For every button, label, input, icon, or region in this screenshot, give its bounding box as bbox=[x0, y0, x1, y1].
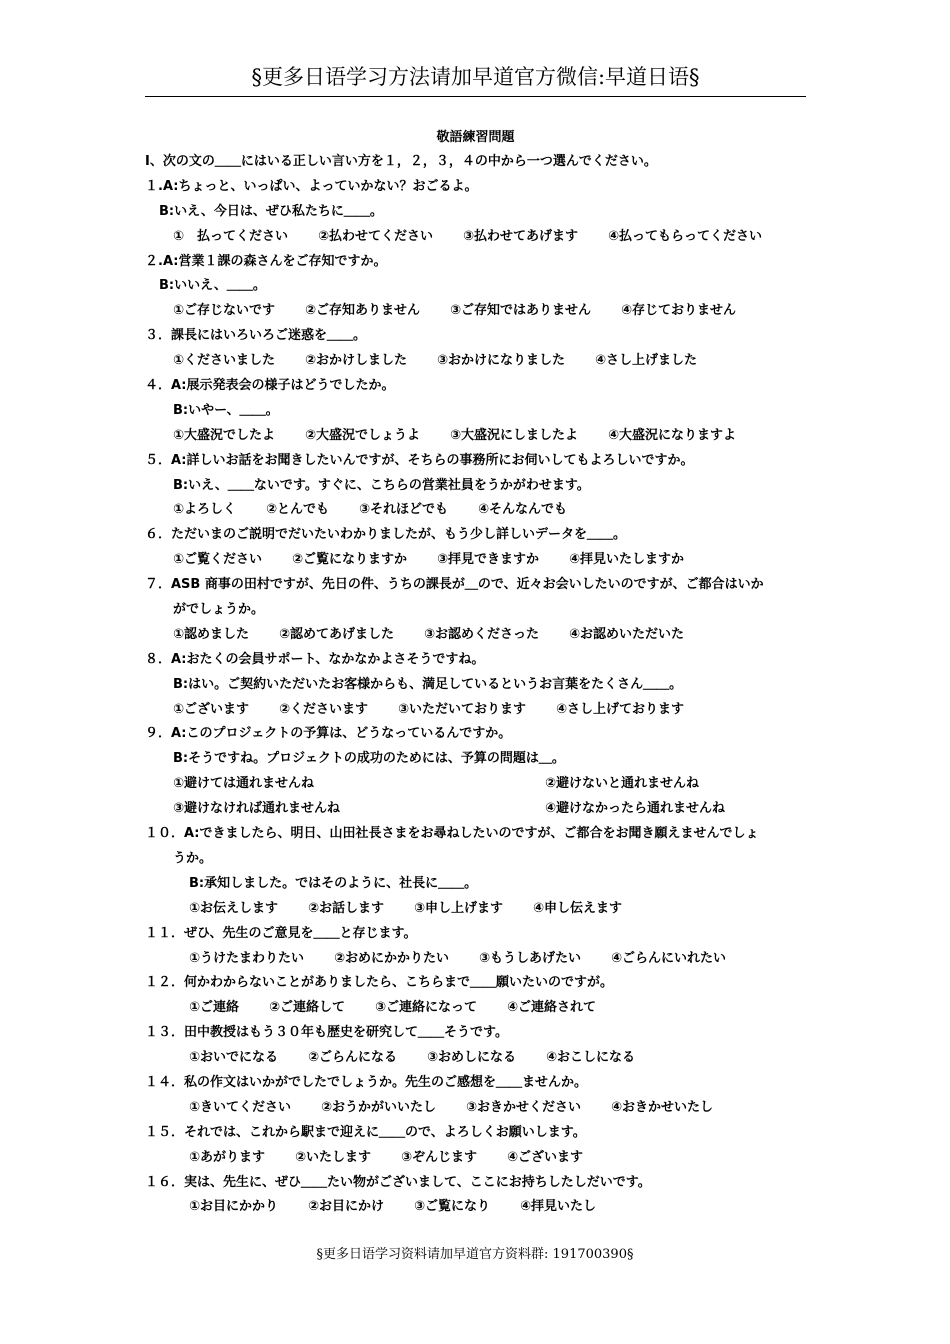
instruction: Ⅰ、次の文の＿＿にはいる正しい言い方を１，２，３，４の中から一つ選んでください。 bbox=[145, 154, 657, 169]
option: ④存じておりません bbox=[621, 303, 737, 319]
option: ④おこしになる bbox=[546, 1050, 636, 1066]
option: ④避けなかったら通れませんね bbox=[545, 801, 726, 817]
option: ②ご存知ありません bbox=[305, 303, 421, 319]
option: ②ごらんになる bbox=[308, 1050, 398, 1066]
question-11-a: １１．ぜひ、先生のご意見を＿＿と存じます。 bbox=[145, 925, 417, 941]
option: ②お話します bbox=[308, 900, 385, 916]
option: ④払ってもらってください bbox=[608, 228, 763, 244]
option: ②くださいます bbox=[279, 701, 369, 717]
option: ③お認めくださった bbox=[424, 626, 540, 642]
option: ①認めました bbox=[173, 626, 250, 642]
option: ①避けては通れませんね bbox=[173, 776, 315, 792]
question-9-options bbox=[145, 772, 815, 822]
option: ①あがります bbox=[189, 1149, 266, 1165]
page-footer: §更多日语学习资料请加早道官方资料群: 191700390§ bbox=[316, 1247, 634, 1262]
question-10-b: B:承知しました。ではそのように、社長に＿＿。 bbox=[189, 875, 478, 891]
question-1-b: B:いえ、今日は、ぜひ私たちに＿＿。 bbox=[159, 203, 383, 219]
question-16-a: １６．実は、先生に、ぜひ＿＿たい物がございまして、ここにお持ちしたしだいです。 bbox=[145, 1174, 651, 1190]
option: ③それほどでも bbox=[359, 502, 449, 518]
question-7-a-cont: がでしょうか。 bbox=[173, 602, 265, 618]
question-13-a: １３．田中教授はもう３０年も歴史を研究して＿＿そうです。 bbox=[145, 1025, 508, 1041]
question-7-options bbox=[145, 623, 815, 648]
option: ③いただいております bbox=[398, 701, 527, 717]
question-4-a: ４．A:展示発表会の様子はどうでしたか。 bbox=[145, 378, 395, 394]
option: ①きいてください bbox=[189, 1099, 292, 1115]
question-3-a: ３．課長にはいろいろご迷惑を＿＿。 bbox=[145, 328, 367, 344]
question-5-b: B:いえ、＿＿ないです。すぐに、こちらの営業社員をうかがわせます。 bbox=[173, 477, 590, 493]
option: ①くださいました bbox=[173, 353, 276, 369]
option: ④さし上げております bbox=[556, 701, 685, 717]
option: ②認めてあげました bbox=[279, 626, 395, 642]
header-divider bbox=[145, 96, 806, 97]
option: ③ぞんじます bbox=[401, 1149, 478, 1165]
option: ②払わせてください bbox=[318, 228, 434, 244]
option: ①うけたまわりたい bbox=[189, 950, 305, 966]
question-3-options bbox=[145, 349, 815, 374]
question-16-options bbox=[145, 1195, 815, 1220]
option: ④申し伝えます bbox=[533, 900, 623, 916]
option: ②ご連絡して bbox=[269, 1000, 346, 1016]
option: ②大盛況でしょうよ bbox=[305, 427, 421, 443]
question-7-a: ７．ASB 商事の田村ですが、先日の件、うちの課長が＿ので、近々お会いしたいのですが、ご都合はいか bbox=[145, 577, 764, 593]
option: ④拝見いたしますか bbox=[569, 552, 685, 568]
question-1-options bbox=[145, 225, 815, 250]
option: ① 払ってください bbox=[173, 228, 289, 244]
option: ②いたします bbox=[295, 1149, 372, 1165]
question-2-options bbox=[145, 299, 815, 324]
option: ③ご連絡になって bbox=[375, 1000, 478, 1016]
option: ③拝見できますか bbox=[437, 552, 540, 568]
option: ③おめしになる bbox=[427, 1050, 517, 1066]
question-list bbox=[145, 150, 815, 1220]
question-10-a-cont: うか。 bbox=[173, 850, 213, 866]
question-8-options bbox=[145, 698, 815, 723]
question-14-a: １４．私の作文はいかがでしたでしょうか。先生のご感想を＿＿ませんか。 bbox=[145, 1074, 588, 1090]
option: ④大盛況になりますよ bbox=[608, 427, 737, 443]
option: ②おうかがいいたし bbox=[321, 1099, 437, 1115]
question-2-a: ２.A:営業１課の森さんをご存知ですか。 bbox=[145, 253, 387, 269]
option: ④お認めいただいた bbox=[569, 626, 685, 642]
option: ①よろしく bbox=[173, 502, 237, 518]
question-4-options bbox=[145, 424, 815, 449]
question-13-options bbox=[145, 1046, 815, 1071]
option: ④さし上げました bbox=[595, 353, 698, 369]
option: ①お伝えします bbox=[189, 900, 279, 916]
question-6-a: ６．ただいまのご説明でだいたいわかりましたが、もう少し詳しいデータを＿＿。 bbox=[145, 527, 627, 543]
question-12-a: １２．何かわからないことがありましたら、こちらまで＿＿願いたいのですが。 bbox=[145, 975, 614, 991]
option: ③避けなければ通れませんね bbox=[173, 801, 341, 817]
option: ①ご連絡 bbox=[189, 1000, 240, 1016]
option: ②避けないと通れませんね bbox=[545, 776, 700, 792]
question-8-b: B:はい。ご契約いただいたお客様からも、満足しているというお言葉をたくさん＿＿。 bbox=[173, 676, 683, 692]
question-10-options bbox=[145, 897, 815, 922]
question-10-a: １０．A:できましたら、明日、山田社長さまをお尋ねしたいのですが、ご都合をお聞き願えませんでしょ bbox=[145, 826, 759, 842]
question-9-b: B:そうですね。プロジェクトの成功のためには、予算の問題は＿。 bbox=[173, 751, 565, 767]
option: ③もうしあげたい bbox=[479, 950, 582, 966]
question-8-a: ８．A:おたくの会員サポート、なかなかよさそうですね。 bbox=[145, 651, 485, 667]
option: ②ご覧になりますか bbox=[292, 552, 408, 568]
question-9-a: ９．A:このプロジェクトの予算は、どうなっているんですか。 bbox=[145, 726, 512, 742]
option: ①お目にかかり bbox=[189, 1199, 279, 1215]
option: ④ございます bbox=[507, 1149, 584, 1165]
question-12-options bbox=[145, 996, 815, 1021]
question-14-options bbox=[145, 1096, 815, 1121]
option: ③払わせてあげます bbox=[463, 228, 579, 244]
option: ③おきかせください bbox=[466, 1099, 582, 1115]
option: ④ごらんにいれたい bbox=[611, 950, 727, 966]
option: ①ございます bbox=[173, 701, 250, 717]
question-15-options bbox=[145, 1146, 815, 1171]
option: ①おいでになる bbox=[189, 1050, 279, 1066]
question-5-options bbox=[145, 498, 815, 523]
option: ①ご覧ください bbox=[173, 552, 263, 568]
option: ④拝見いたし bbox=[520, 1199, 597, 1215]
option: ③ご存知ではありません bbox=[450, 303, 592, 319]
option: ②お目にかけ bbox=[308, 1199, 385, 1215]
option: ②とんでも bbox=[266, 502, 330, 518]
option: ③申し上げます bbox=[414, 900, 504, 916]
question-11-options bbox=[145, 947, 815, 972]
question-5-a: ５．A:詳しいお話をお聞きしたいんですが、そちらの事務所にお伺いしてもよろしいですか。 bbox=[145, 452, 694, 468]
worksheet-title: 敬語練習問題 bbox=[436, 130, 515, 145]
option: ④おきかせいたし bbox=[611, 1099, 714, 1115]
question-1-a: １.A:ちょっと、いっぱい、よっていかない？おごるよ。 bbox=[145, 178, 478, 194]
option: ①ご存じないです bbox=[173, 303, 276, 319]
option: ②おめにかかりたい bbox=[334, 950, 450, 966]
option: ③おかけになりました bbox=[437, 353, 566, 369]
option: ④そんなんでも bbox=[478, 502, 568, 518]
option: ③ご覧になり bbox=[414, 1199, 491, 1215]
option: ①大盛況でしたよ bbox=[173, 427, 276, 443]
option: ④ご連絡されて bbox=[507, 1000, 597, 1016]
page-header: §更多日语学习方法请加早道官方微信:早道日语§ bbox=[251, 65, 700, 89]
question-15-a: １５．それでは、これから駅まで迎えに＿＿ので、よろしくお願いします。 bbox=[145, 1124, 586, 1140]
option: ③大盛況にしましたよ bbox=[450, 427, 579, 443]
option: ②おかけしました bbox=[305, 353, 408, 369]
question-6-options bbox=[145, 548, 815, 573]
question-4-b: B:いやー、＿＿。 bbox=[173, 402, 279, 418]
question-2-b: B:いいえ、＿＿。 bbox=[159, 278, 266, 294]
